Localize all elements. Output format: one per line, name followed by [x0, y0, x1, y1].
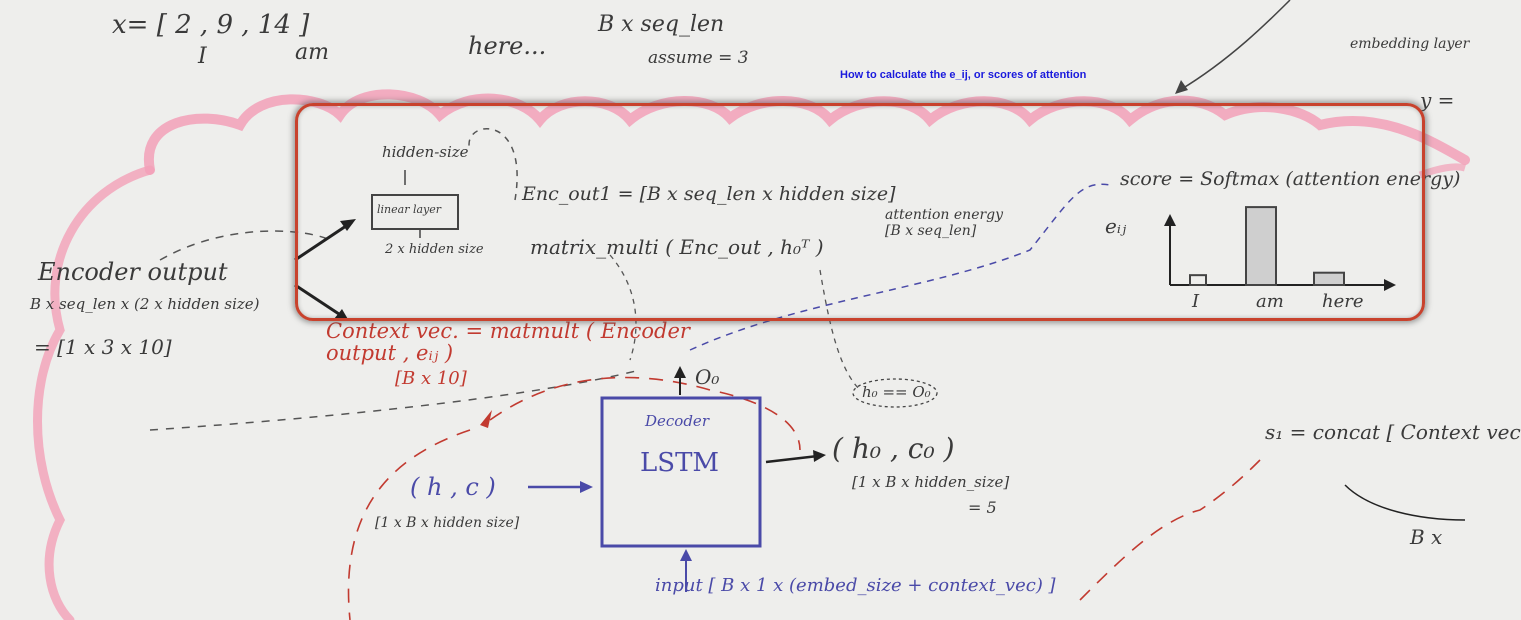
context-dims: [B x 10]: [395, 368, 467, 389]
h0-c0-dims: [1 x B x hidden_size]: [852, 473, 1010, 491]
x-sequence: x= [ 2 , 9 , 14 ]: [112, 10, 310, 40]
context-vec-label: Context vec. = matmult ( Encoder output , eᵢⱼ ): [326, 319, 690, 365]
h0-c0-label: ( h₀ , c₀ ): [832, 432, 955, 465]
y-label: y =: [1420, 88, 1455, 112]
s1-concat: s₁ = concat [ Context vec: [1265, 420, 1521, 444]
assume-note: assume = 3: [648, 48, 749, 68]
bar-label-am: am: [1256, 291, 1284, 312]
eij-label: eᵢⱼ: [1105, 214, 1127, 238]
h0-eq-o0: h₀ == O₀: [862, 383, 931, 401]
token-am: am: [295, 40, 329, 65]
encoder-dims-value: = [1 x 3 x 10]: [34, 335, 172, 359]
linear-layer-label: linear layer: [377, 203, 442, 216]
embedding-layer-note: embedding layer: [1350, 36, 1470, 52]
pink-cloud-left: [38, 170, 151, 620]
encoder-output-label: Encoder output: [38, 258, 228, 286]
h-c-dims: [1 x B x hidden size]: [375, 515, 520, 531]
enc-out-label: Enc_out1 = [B x seq_len x hidden size]: [522, 183, 896, 205]
lstm-label: LSTM: [640, 448, 720, 478]
h-c-label: ( h , c ): [410, 473, 496, 501]
token-here: here...: [468, 32, 547, 60]
two-x-hidden-label: 2 x hidden size: [385, 242, 484, 257]
o0-label: O₀: [695, 365, 720, 389]
token-I: I: [198, 44, 207, 69]
top-right-arrow: [1180, 0, 1290, 90]
score-softmax-label: score = Softmax (attention energy): [1120, 168, 1461, 190]
bar-label-here: here: [1322, 291, 1364, 312]
b-seq-len: B x seq_len: [598, 12, 725, 37]
bx-note: B x: [1410, 525, 1443, 549]
decoder-label: Decoder: [645, 412, 709, 430]
red-dashed-cloud-right: [1080, 460, 1260, 600]
bar-label-I: I: [1192, 291, 1200, 312]
attention-energy-label: attention energy [B x seq_len]: [885, 207, 1004, 239]
attention-caption: How to calculate the e_ij, or scores of attention: [840, 69, 1087, 81]
matrix-mult-label: matrix_multi ( Enc_out , h₀ᵀ ): [530, 235, 824, 259]
eq-5: = 5: [968, 498, 997, 517]
encoder-dims: B x seq_len x (2 x hidden size): [30, 295, 260, 313]
hidden-size-label: hidden-size: [382, 143, 469, 161]
attention-highlight-box: [295, 103, 1425, 321]
input-dims: input [ B x 1 x (embed_size + context_vec) ]: [655, 575, 1056, 596]
